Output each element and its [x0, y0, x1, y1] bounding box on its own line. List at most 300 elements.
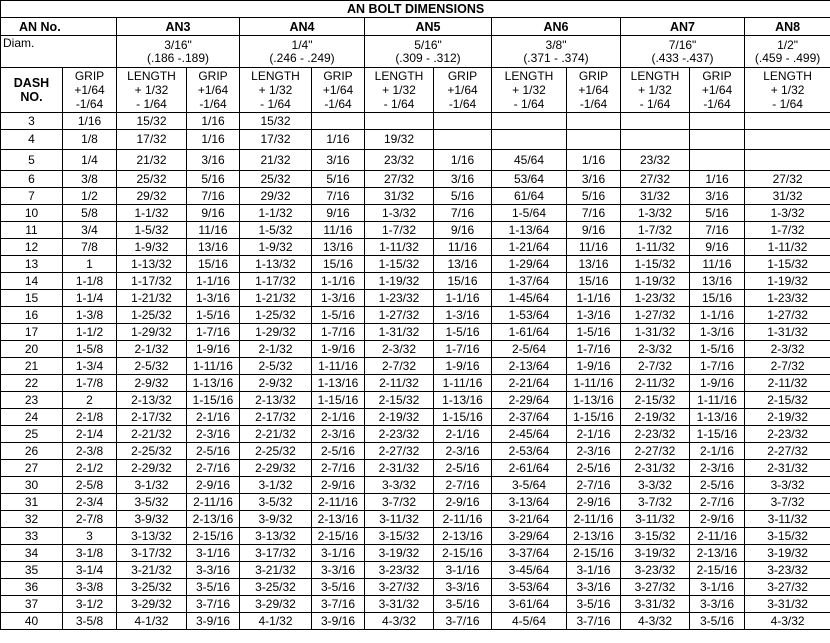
bolt-name-an4: AN4 [240, 18, 365, 36]
grip-cell: 5/16 [312, 171, 365, 188]
length-cell: 2-25/32 [117, 443, 187, 460]
grip-cell: 1-1/2 [63, 324, 117, 341]
length-cell: 1-1/32 [240, 205, 312, 222]
grip-cell: 3-3/8 [63, 579, 117, 596]
length-cell: 3-21/64 [492, 511, 567, 528]
grip-cell: 3-3/16 [434, 579, 492, 596]
grip-cell: 2-13/16 [690, 545, 745, 562]
grip-cell: 2-1/16 [312, 409, 365, 426]
length-cell: 3-53/64 [492, 579, 567, 596]
grip-cell: 1-13/16 [434, 392, 492, 409]
length-cell: 2-29/64 [492, 392, 567, 409]
grip-cell: 3-5/16 [312, 579, 365, 596]
length-cell: 1-3/32 [621, 205, 690, 222]
dash-number-cell: 20 [1, 341, 63, 358]
length-cell: 31/32 [365, 188, 434, 205]
length-cell: 21/32 [240, 150, 312, 171]
length-cell: 1-29/32 [117, 324, 187, 341]
length-cell: 2-13/32 [240, 392, 312, 409]
dash-number-cell: 24 [1, 409, 63, 426]
length-cell [492, 113, 567, 130]
bolt-name-an3: AN3 [117, 18, 240, 36]
dash-number-cell: 26 [1, 443, 63, 460]
length-cell: 1-61/64 [492, 324, 567, 341]
grip-cell: 15/16 [690, 290, 745, 307]
dash-number-cell: 40 [1, 613, 63, 630]
length-cell: 1-13/64 [492, 222, 567, 239]
table-row [1, 511, 830, 528]
length-cell: 4-3/32 [621, 613, 690, 630]
grip-cell: 1-1/4 [63, 290, 117, 307]
grip-cell: 2-3/8 [63, 443, 117, 460]
length-cell: 2-17/32 [117, 409, 187, 426]
header-line: +1/64 [447, 83, 478, 97]
length-cell: 3-29/32 [117, 596, 187, 613]
grip-cell: 2-15/16 [187, 528, 240, 545]
length-cell: 1-45/64 [492, 290, 567, 307]
dash-number-cell: 31 [1, 494, 63, 511]
grip-cell: 3-3/16 [567, 579, 621, 596]
grip-cell: 1-5/16 [567, 324, 621, 341]
length-header [240, 68, 312, 113]
grip-cell: 2-11/16 [312, 494, 365, 511]
length-cell: 1-13/32 [240, 256, 312, 273]
length-cell: 3-3/32 [745, 477, 830, 494]
length-cell: 3-27/32 [745, 579, 830, 596]
grip-cell: 2-9/16 [312, 477, 365, 494]
length-cell: 2-3/32 [365, 341, 434, 358]
diam-range: (.309 - .312) [395, 50, 461, 65]
grip-cell: 2-11/16 [690, 528, 745, 545]
grip-cell: 1-7/16 [567, 341, 621, 358]
length-cell: 2-21/32 [117, 426, 187, 443]
grip-cell: 3-7/16 [567, 613, 621, 630]
length-cell: 3-5/32 [117, 494, 187, 511]
grip-cell: 2-15/16 [567, 545, 621, 562]
length-cell: 1-19/32 [621, 273, 690, 290]
header-line: -1/64 [448, 97, 477, 111]
table-title: AN BOLT DIMENSIONS [1, 1, 830, 18]
length-cell: 25/32 [117, 171, 187, 188]
length-cell: 1-15/32 [745, 256, 830, 273]
length-cell: 2-23/32 [621, 426, 690, 443]
grip-cell: 3/4 [63, 222, 117, 239]
length-cell: 2-29/32 [240, 460, 312, 477]
table-row [1, 113, 830, 130]
table-row [1, 222, 830, 239]
grip-cell: 2-11/16 [434, 511, 492, 528]
length-cell: 4-1/32 [117, 613, 187, 630]
dash-number-cell: 33 [1, 528, 63, 545]
length-header [621, 68, 690, 113]
grip-cell: 1-1/16 [690, 307, 745, 324]
dash-number-cell: 27 [1, 460, 63, 477]
grip-cell: 1-7/16 [434, 341, 492, 358]
table-row [1, 613, 830, 630]
diam-value: 1/4" [291, 37, 313, 52]
table-row [1, 392, 830, 409]
length-cell [745, 113, 830, 130]
grip-cell: 2-1/4 [63, 426, 117, 443]
grip-cell: 1-9/16 [312, 341, 365, 358]
table-row [1, 171, 830, 188]
length-cell: 2-25/32 [240, 443, 312, 460]
length-header [492, 68, 567, 113]
grip-cell: 2-13/16 [312, 511, 365, 528]
diam-value: 3/16" [164, 37, 192, 52]
length-cell: 2-15/32 [365, 392, 434, 409]
grip-cell: 1-5/16 [434, 324, 492, 341]
diam-value: 7/16" [668, 37, 697, 52]
length-cell: 3-27/32 [365, 579, 434, 596]
length-cell: 2-7/32 [365, 358, 434, 375]
diam-range: (.186 -.189) [146, 50, 210, 65]
grip-cell: 1/16 [434, 150, 492, 171]
grip-cell: 2-7/16 [434, 477, 492, 494]
length-cell: 1-19/32 [365, 273, 434, 290]
header-line: -1/64 [579, 97, 608, 111]
length-cell: 3-5/32 [240, 494, 312, 511]
grip-cell: 3-5/16 [567, 596, 621, 613]
grip-cell: 1/16 [567, 150, 621, 171]
grip-cell [690, 130, 745, 150]
grip-cell [312, 113, 365, 130]
grip-cell: 1-3/16 [567, 307, 621, 324]
length-cell: 1-21/64 [492, 239, 567, 256]
table-row [1, 545, 830, 562]
length-cell: 3-19/32 [365, 545, 434, 562]
length-cell: 2-1/32 [117, 341, 187, 358]
grip-cell: 2-5/8 [63, 477, 117, 494]
grip-cell: 1-1/16 [187, 273, 240, 290]
length-cell: 3-23/32 [621, 562, 690, 579]
length-cell: 2-3/32 [745, 341, 830, 358]
grip-cell: 3/16 [567, 171, 621, 188]
length-cell: 3-45/64 [492, 562, 567, 579]
grip-cell: 5/16 [187, 171, 240, 188]
length-cell: 2-17/32 [240, 409, 312, 426]
grip-cell: 3-1/16 [690, 579, 745, 596]
length-cell: 3-31/32 [365, 596, 434, 613]
diam-an4 [240, 36, 365, 68]
length-cell: 15/32 [240, 113, 312, 130]
bolt-name-an6: AN6 [492, 18, 621, 36]
header-line: LENGTH [251, 69, 300, 83]
length-cell: 3-9/32 [240, 511, 312, 528]
header-line: - 1/64 [260, 97, 291, 111]
length-cell: 2-7/32 [745, 358, 830, 375]
bolt-name-an8: AN8 [745, 18, 830, 36]
grip-cell: 2-1/8 [63, 409, 117, 426]
length-cell: 45/64 [492, 150, 567, 171]
grip-cell: 2-11/16 [567, 511, 621, 528]
grip-cell: 3-7/16 [434, 613, 492, 630]
length-cell [365, 113, 434, 130]
grip-cell: 3-1/16 [434, 562, 492, 579]
header-line: GRIP [323, 69, 353, 83]
length-cell: 3-9/32 [117, 511, 187, 528]
grip-cell: 2-13/16 [567, 528, 621, 545]
length-cell: 1-5/32 [117, 222, 187, 239]
grip-cell: 1-7/16 [187, 324, 240, 341]
table-row [1, 596, 830, 613]
table-row [1, 528, 830, 545]
grip-header [690, 68, 745, 113]
header-line: +1/64 [74, 83, 105, 97]
dash-number-cell: 17 [1, 324, 63, 341]
grip-cell: 2-5/16 [567, 460, 621, 477]
length-cell: 1-23/32 [365, 290, 434, 307]
length-cell [621, 113, 690, 130]
grip-cell: 7/16 [567, 205, 621, 222]
grip-cell: 5/8 [63, 205, 117, 222]
grip-cell: 1/16 [690, 171, 745, 188]
grip-cell: 1-15/16 [567, 409, 621, 426]
length-header [365, 68, 434, 113]
grip-cell: 11/16 [187, 222, 240, 239]
grip-cell: 1 [63, 256, 117, 273]
header-line: - 1/64 [136, 97, 167, 111]
grip-cell: 2-1/2 [63, 460, 117, 477]
grip-cell [567, 113, 621, 130]
diam-range: (.433 -.437) [651, 50, 714, 65]
length-cell: 21/32 [117, 150, 187, 171]
header-line: +1/64 [197, 83, 229, 97]
grip-cell: 5/16 [567, 188, 621, 205]
table-row [1, 256, 830, 273]
grip-cell: 1-1/8 [63, 273, 117, 290]
length-cell: 2-21/32 [240, 426, 312, 443]
dash-number-cell: 23 [1, 392, 63, 409]
grip-cell: 3-1/16 [567, 562, 621, 579]
dash-number-cell: 37 [1, 596, 63, 613]
table-row [1, 358, 830, 375]
length-cell: 2-7/32 [621, 358, 690, 375]
length-cell: 15/32 [117, 113, 187, 130]
table-row [1, 307, 830, 324]
length-cell: 25/32 [240, 171, 312, 188]
header-line: GRIP [702, 69, 732, 83]
header-line: - 1/64 [513, 97, 545, 111]
length-cell: 1-31/32 [365, 324, 434, 341]
grip-cell: 2-7/16 [690, 494, 745, 511]
diam-an6 [492, 36, 621, 68]
length-cell: 3-31/32 [621, 596, 690, 613]
length-cell: 2-11/32 [621, 375, 690, 392]
length-cell: 3-1/32 [240, 477, 312, 494]
length-cell: 1-7/32 [365, 222, 434, 239]
length-cell: 2-9/32 [117, 375, 187, 392]
length-cell: 1-7/32 [621, 222, 690, 239]
grip-cell: 1-9/16 [690, 375, 745, 392]
grip-cell: 2-13/16 [434, 528, 492, 545]
grip-cell: 3/16 [690, 188, 745, 205]
length-cell: 3-7/32 [745, 494, 830, 511]
length-cell: 3-37/64 [492, 545, 567, 562]
diam-an3 [117, 36, 240, 68]
length-cell: 1-3/32 [745, 205, 830, 222]
length-header [745, 68, 830, 113]
grip-cell [690, 150, 745, 171]
header-line: + 1/32 [512, 83, 546, 97]
grip-cell: 2-13/16 [187, 511, 240, 528]
length-cell: 2-27/32 [365, 443, 434, 460]
length-cell: 2-5/64 [492, 341, 567, 358]
diam-an5 [365, 36, 492, 68]
grip-cell: 13/16 [187, 239, 240, 256]
diam-range: (.371 - .374) [523, 50, 589, 65]
length-cell: 3-15/32 [365, 528, 434, 545]
grip-cell: 1-7/16 [690, 358, 745, 375]
table-row [1, 324, 830, 341]
grip-cell: 2-3/16 [187, 426, 240, 443]
length-cell: 1-27/32 [745, 307, 830, 324]
grip-cell: 5/16 [434, 188, 492, 205]
grip-cell: 1-1/16 [312, 273, 365, 290]
header-line: + 1/32 [638, 83, 672, 97]
length-cell: 3-11/32 [365, 511, 434, 528]
table-row [1, 239, 830, 256]
grip-cell: 2 [63, 392, 117, 409]
grip-header [434, 68, 492, 113]
dash-number-cell: 7 [1, 188, 63, 205]
grip-cell: 7/16 [187, 188, 240, 205]
grip-cell: 2-7/8 [63, 511, 117, 528]
diam-value: 1/2" [777, 37, 799, 52]
length-cell: 2-5/32 [117, 358, 187, 375]
grip-cell: 15/16 [187, 256, 240, 273]
length-cell: 1-15/32 [365, 256, 434, 273]
grip-cell: 2-9/16 [567, 494, 621, 511]
grip-cell: 1-7/8 [63, 375, 117, 392]
length-cell: 3-21/32 [240, 562, 312, 579]
grip-cell: 1-3/8 [63, 307, 117, 324]
grip-cell: 3-5/16 [434, 596, 492, 613]
grip-cell: 15/16 [567, 273, 621, 290]
grip-cell: 1-5/16 [187, 307, 240, 324]
length-cell: 4-5/64 [492, 613, 567, 630]
table-row [1, 562, 830, 579]
length-cell: 4-3/32 [745, 613, 830, 630]
length-cell: 1-37/64 [492, 273, 567, 290]
length-cell: 29/32 [240, 188, 312, 205]
length-cell: 2-61/64 [492, 460, 567, 477]
grip-cell: 1-15/16 [690, 426, 745, 443]
length-cell: 3-11/32 [621, 511, 690, 528]
grip-cell: 11/16 [567, 239, 621, 256]
length-cell: 3-17/32 [117, 545, 187, 562]
length-cell: 2-19/32 [621, 409, 690, 426]
grip-header [63, 68, 117, 113]
dash-number-cell: 30 [1, 477, 63, 494]
length-cell: 2-1/32 [240, 341, 312, 358]
header-line: + 1/32 [134, 83, 169, 97]
header-line: LENGTH [763, 69, 812, 83]
length-cell: 1-17/32 [117, 273, 187, 290]
grip-cell: 1-3/16 [434, 307, 492, 324]
grip-cell: 1-13/16 [567, 392, 621, 409]
length-cell: 2-15/32 [745, 392, 830, 409]
grip-cell: 1-3/4 [63, 358, 117, 375]
grip-cell: 2-3/4 [63, 494, 117, 511]
header-line: + 1/32 [770, 83, 805, 97]
grip-cell: 2-3/16 [434, 443, 492, 460]
length-cell [621, 130, 690, 150]
header-line: + 1/32 [382, 83, 416, 97]
diam-label: Diam. [1, 36, 117, 68]
length-cell: 2-45/64 [492, 426, 567, 443]
dash-number-cell: 32 [1, 511, 63, 528]
dash-number-cell: 14 [1, 273, 63, 290]
header-line: LENGTH [374, 69, 424, 83]
grip-cell: 3-9/16 [312, 613, 365, 630]
grip-cell: 3-5/16 [187, 579, 240, 596]
length-cell: 1-5/32 [240, 222, 312, 239]
grip-cell: 1-13/16 [187, 375, 240, 392]
grip-cell: 1-5/8 [63, 341, 117, 358]
header-line: GRIP [198, 69, 228, 83]
header-line: +1/64 [578, 83, 609, 97]
length-cell: 2-37/64 [492, 409, 567, 426]
dash-number-cell: 34 [1, 545, 63, 562]
dash-number-cell: 6 [1, 171, 63, 188]
grip-cell: 2-5/16 [312, 443, 365, 460]
table-row [1, 579, 830, 596]
grip-cell: 7/16 [312, 188, 365, 205]
length-cell: 1-5/64 [492, 205, 567, 222]
grip-cell: 1-11/16 [690, 392, 745, 409]
table-row [1, 188, 830, 205]
length-cell: 1-3/32 [365, 205, 434, 222]
bolt-name-an7: AN7 [621, 18, 745, 36]
grip-cell: 9/16 [434, 222, 492, 239]
diam-an8 [745, 36, 830, 68]
grip-cell: 9/16 [690, 239, 745, 256]
grip-cell: 3-1/4 [63, 562, 117, 579]
dash-number-cell: 13 [1, 256, 63, 273]
grip-cell: 2-9/16 [434, 494, 492, 511]
header-line: GRIP [447, 69, 478, 83]
dash-number-cell: 5 [1, 150, 63, 171]
grip-cell: 5/16 [690, 205, 745, 222]
header-line: + 1/32 [258, 83, 293, 97]
length-cell: 31/32 [745, 188, 830, 205]
length-cell: 1-9/32 [240, 239, 312, 256]
length-cell: 17/32 [240, 130, 312, 150]
length-cell: 2-15/32 [621, 392, 690, 409]
length-cell: 3-29/64 [492, 528, 567, 545]
grip-cell [690, 113, 745, 130]
length-cell: 3-13/64 [492, 494, 567, 511]
length-cell: 3-11/32 [745, 511, 830, 528]
grip-cell: 1/16 [312, 130, 365, 150]
length-header [117, 68, 187, 113]
grip-cell: 1-11/16 [434, 375, 492, 392]
header-line: LENGTH [630, 69, 680, 83]
length-cell: 1-9/32 [117, 239, 187, 256]
length-cell: 1-11/32 [365, 239, 434, 256]
length-cell: 1-11/32 [621, 239, 690, 256]
grip-cell: 9/16 [567, 222, 621, 239]
dash-number-cell: 16 [1, 307, 63, 324]
length-cell: 2-23/32 [365, 426, 434, 443]
length-cell: 1-31/32 [745, 324, 830, 341]
length-cell: 3-17/32 [240, 545, 312, 562]
grip-cell: 3-1/16 [312, 545, 365, 562]
grip-cell: 1-11/16 [312, 358, 365, 375]
grip-cell: 3-3/16 [187, 562, 240, 579]
dash-number-cell: 10 [1, 205, 63, 222]
